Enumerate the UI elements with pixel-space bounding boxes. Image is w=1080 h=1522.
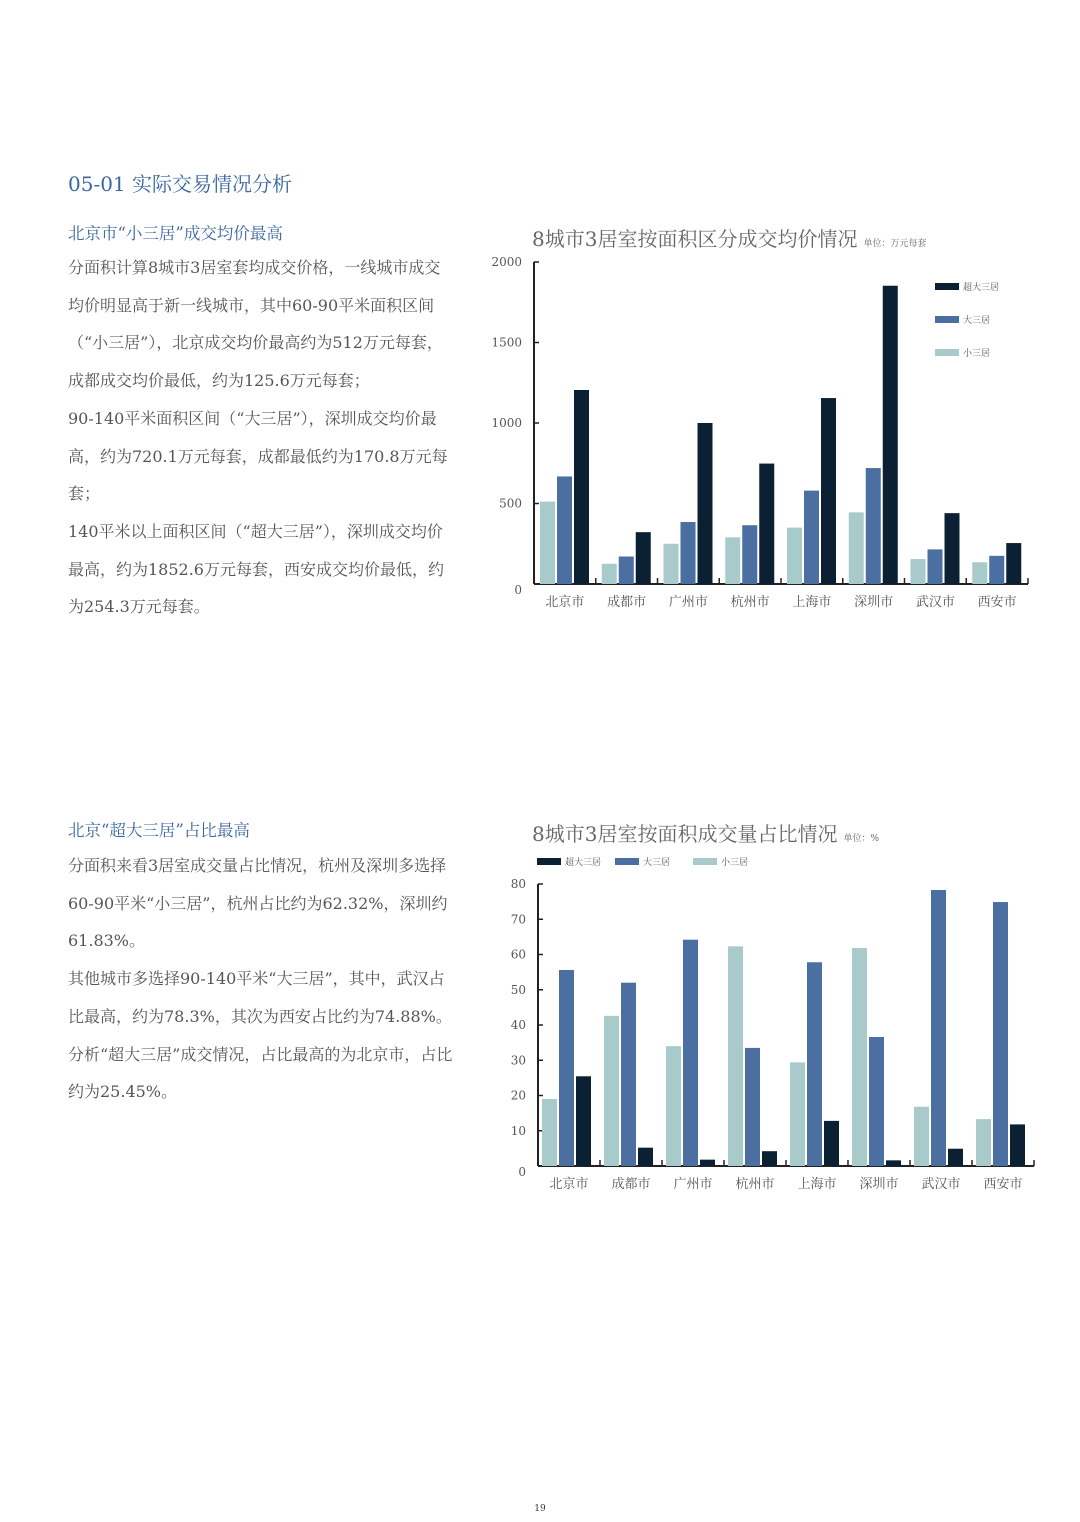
x-tick-label: 成都市 <box>611 1177 651 1192</box>
bar-超大三居 <box>638 1148 653 1166</box>
bar-小三居 <box>972 562 987 584</box>
chart1-title-text: 8城市3居室按面积区分成交均价情况 <box>532 227 858 251</box>
x-tick-label: 深圳市 <box>854 595 894 610</box>
bar-大三居 <box>993 902 1008 1166</box>
legend-swatch <box>615 858 639 865</box>
bar-超大三居 <box>1006 543 1021 584</box>
bar-大三居 <box>804 491 819 584</box>
section-title: 05-01 实际交易情况分析 <box>68 172 293 196</box>
legend-label: 大三居 <box>643 858 671 868</box>
chart1-unit: 单位：万元每套 <box>863 239 927 249</box>
bar-超大三居 <box>574 390 589 584</box>
legend-label: 超大三居 <box>963 283 1000 293</box>
x-tick-label: 西安市 <box>983 1177 1023 1192</box>
x-tick-label: 北京市 <box>549 1177 589 1192</box>
chart2-unit: 单位：% <box>843 834 880 844</box>
bar-超大三居 <box>700 1160 715 1166</box>
bar-小三居 <box>604 1016 619 1166</box>
bar-大三居 <box>742 525 757 584</box>
y-tick-label: 1000 <box>491 416 522 430</box>
block1-heading: 北京市“小三居”成交均价最高 <box>68 224 283 243</box>
bar-大三居 <box>683 940 698 1166</box>
x-tick-label: 广州市 <box>673 1177 713 1192</box>
bar-大三居 <box>559 970 574 1166</box>
x-tick-label: 广州市 <box>668 595 708 610</box>
y-tick-label: 60 <box>510 947 526 962</box>
y-tick-label: 40 <box>510 1018 526 1032</box>
x-tick-label: 杭州市 <box>730 595 770 610</box>
x-tick-label: 成都市 <box>607 595 647 610</box>
bar-小三居 <box>728 946 743 1166</box>
bar-超大三居 <box>886 1160 901 1166</box>
legend-swatch <box>935 316 959 323</box>
y-tick-label: 30 <box>510 1053 526 1068</box>
bar-超大三居 <box>945 513 960 584</box>
paragraph: 140平米以上面积区间（“超大三居”），深圳成交均价最高，约为1852.6万元每套，西安成交均价最低，约为254.3万元每套。 <box>68 521 444 617</box>
legend-swatch <box>693 858 717 865</box>
chart2-title-text: 8城市3居室按面积成交量占比情况 <box>532 822 838 846</box>
paragraph: 分面积来看3居室成交量占比情况，杭州及深圳多选择60-90平米“小三居”，杭州占比约为62.32%，深圳约61.83%。 <box>68 856 448 951</box>
x-tick-label: 杭州市 <box>735 1177 775 1192</box>
legend-label: 大三居 <box>963 316 991 326</box>
legend-swatch <box>537 858 561 865</box>
legend-label: 超大三居 <box>565 858 602 868</box>
bar-超大三居 <box>948 1149 963 1166</box>
bar-小三居 <box>540 502 555 584</box>
paragraph: 分面积计算8城市3居室套均成交价格，一线城市成交均价明显高于新一线城市，其中60-90平米面积区间（“小三居”），北京成交均价最高约为512万元每套，成都成交均价最低，约为125.6万元每套； <box>68 258 443 391</box>
x-tick-label: 西安市 <box>977 595 1017 610</box>
bar-超大三居 <box>698 423 713 584</box>
paragraph: 其他城市多选择90-140平米“大三居”，其中，武汉占比最高，约为78.3%，其次为西安占比约为74.88%。 <box>68 969 452 1026</box>
bar-大三居 <box>681 522 696 584</box>
bar-大三居 <box>869 1037 884 1166</box>
bar-小三居 <box>725 537 740 584</box>
x-tick-label: 上海市 <box>797 1177 837 1192</box>
x-tick-label: 深圳市 <box>859 1177 899 1192</box>
y-tick-label: 0 <box>518 1165 526 1179</box>
bar-超大三居 <box>759 464 774 584</box>
bar-大三居 <box>807 962 822 1166</box>
bar-大三居 <box>928 549 943 584</box>
bar-大三居 <box>619 557 634 584</box>
y-tick-label: 70 <box>510 912 526 927</box>
bar-小三居 <box>602 564 617 584</box>
bar-小三居 <box>852 948 867 1166</box>
x-tick-label: 上海市 <box>792 595 832 610</box>
y-tick-label: 1500 <box>491 335 522 350</box>
bar-大三居 <box>557 476 572 584</box>
y-tick-label: 50 <box>510 982 526 997</box>
x-tick-label: 武汉市 <box>921 1177 961 1192</box>
y-tick-label: 2000 <box>491 255 522 269</box>
chart1 <box>480 250 1040 620</box>
legend-label: 小三居 <box>721 858 749 868</box>
chart2-title <box>532 818 879 847</box>
paragraph: 90-140平米面积区间（“大三居”），深圳成交均价最高，约为720.1万元每套，成都最低约为170.8万元每套； <box>68 408 448 504</box>
bar-小三居 <box>787 528 802 584</box>
bar-超大三居 <box>762 1151 777 1166</box>
bar-小三居 <box>790 1062 805 1166</box>
bar-超大三居 <box>1010 1124 1025 1166</box>
bar-超大三居 <box>824 1121 839 1166</box>
legend-swatch <box>935 349 959 356</box>
bar-大三居 <box>989 556 1004 584</box>
page-number: 19 <box>534 1504 546 1514</box>
x-tick-label: 北京市 <box>545 595 585 610</box>
block1-body <box>68 249 453 626</box>
bar-大三居 <box>745 1048 760 1166</box>
bar-超大三居 <box>883 286 898 584</box>
chart1-title <box>532 223 926 252</box>
bar-小三居 <box>914 1107 929 1166</box>
paragraph: 分析“超大三居”成交情况，占比最高的为北京市，占比约为25.45%。 <box>68 1044 453 1102</box>
x-tick-label: 武汉市 <box>915 595 955 610</box>
chart2 <box>480 850 1050 1200</box>
bar-超大三居 <box>576 1076 591 1166</box>
bar-小三居 <box>664 544 679 584</box>
bar-小三居 <box>666 1046 681 1166</box>
bar-超大三居 <box>636 532 651 584</box>
y-tick-label: 20 <box>510 1088 526 1103</box>
bar-小三居 <box>542 1099 557 1166</box>
bar-超大三居 <box>821 398 836 584</box>
y-tick-label: 80 <box>510 877 526 891</box>
block2-heading: 北京“超大三居”占比最高 <box>68 821 250 840</box>
bar-小三居 <box>849 512 864 584</box>
bar-大三居 <box>621 983 636 1166</box>
y-tick-label: 500 <box>499 496 522 511</box>
y-tick-label: 0 <box>514 583 522 597</box>
bar-大三居 <box>931 890 946 1166</box>
y-tick-label: 10 <box>510 1123 526 1138</box>
block2-body <box>68 847 453 1111</box>
bar-小三居 <box>976 1119 991 1166</box>
bar-小三居 <box>911 559 926 584</box>
legend-label: 小三居 <box>963 349 991 359</box>
legend-swatch <box>935 283 959 290</box>
bar-大三居 <box>866 468 881 584</box>
